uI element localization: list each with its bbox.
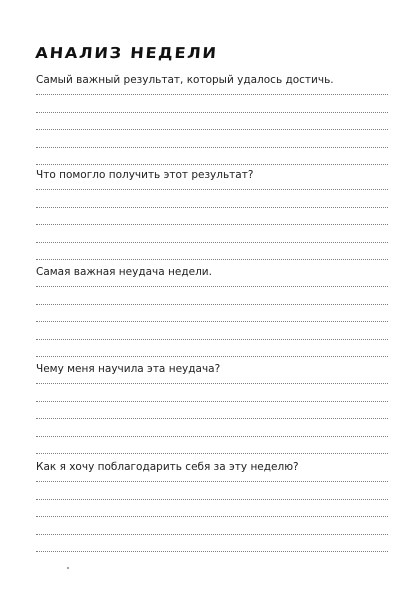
answer-line[interactable] — [36, 188, 388, 190]
answer-lines[interactable] — [36, 93, 388, 165]
section-what-helped — [36, 169, 388, 260]
answer-line[interactable] — [36, 128, 388, 130]
answer-line[interactable] — [36, 498, 388, 500]
answer-line[interactable] — [36, 241, 388, 243]
answer-line[interactable] — [36, 355, 388, 357]
page-title: АНАЛИЗ НЕДЕЛИ — [34, 44, 219, 62]
answer-lines[interactable] — [36, 382, 388, 454]
answer-lines[interactable] — [36, 285, 388, 357]
answer-line[interactable] — [36, 163, 388, 165]
question-biggest-failure: Самая важная неудача недели. — [36, 266, 212, 278]
answer-line[interactable] — [36, 435, 388, 437]
answer-lines[interactable] — [36, 480, 388, 552]
stray-dot — [67, 567, 69, 569]
answer-line[interactable] — [36, 223, 388, 225]
answer-line[interactable] — [36, 338, 388, 340]
answer-line[interactable] — [36, 515, 388, 517]
section-best-result — [36, 74, 388, 165]
answer-line[interactable] — [36, 452, 388, 454]
answer-line[interactable] — [36, 382, 388, 384]
question-lesson-learned: Чему меня научила эта неудача? — [36, 363, 221, 375]
answer-line[interactable] — [36, 480, 388, 482]
answer-line[interactable] — [36, 111, 388, 113]
answer-line[interactable] — [36, 146, 388, 148]
section-biggest-failure — [36, 266, 388, 357]
question-self-gratitude: Как я хочу поблагодарить себя за эту неделю? — [36, 461, 299, 473]
question-best-result: Самый важный результат, который удалось достичь. — [36, 74, 334, 86]
section-lesson-learned — [36, 363, 388, 454]
answer-lines[interactable] — [36, 188, 388, 260]
answer-line[interactable] — [36, 400, 388, 402]
answer-line[interactable] — [36, 550, 388, 552]
question-what-helped: Что помогло получить этот результат? — [36, 169, 254, 181]
answer-line[interactable] — [36, 320, 388, 322]
answer-line[interactable] — [36, 285, 388, 287]
answer-line[interactable] — [36, 303, 388, 305]
answer-line[interactable] — [36, 258, 388, 260]
answer-line[interactable] — [36, 93, 388, 95]
answer-line[interactable] — [36, 417, 388, 419]
answer-line[interactable] — [36, 206, 388, 208]
answer-line[interactable] — [36, 533, 388, 535]
section-self-gratitude — [36, 461, 388, 552]
